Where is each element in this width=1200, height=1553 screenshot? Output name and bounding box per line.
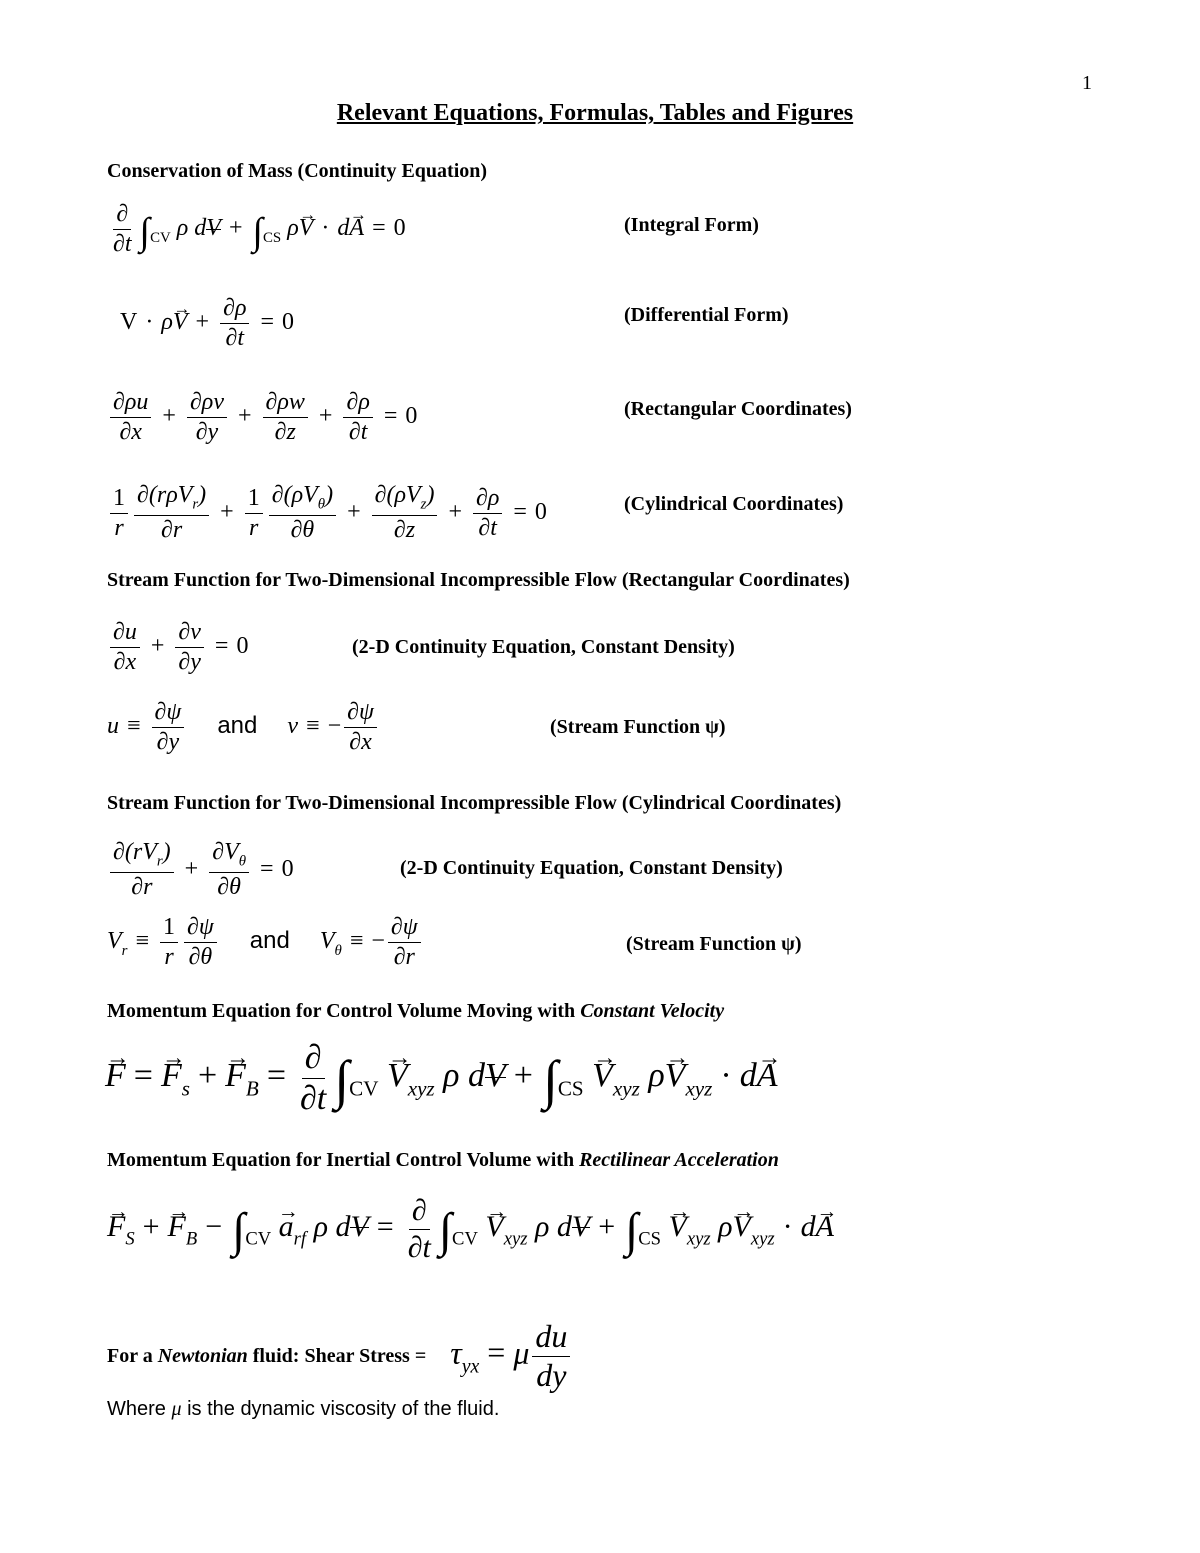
equation-momentum-rectilinear: → $F_S +\to F_B - \int_{CV} \to a_{rf}$ ρ dV = $\frac{\partial}{\partial t}$ $\int_{CV} \to V_{xyz}$ ρ dV + $\int_{CS} \to V_{xyz}$ $\rho\to V_{xyz} \cdot d\to A$ xyxy=(107,1195,834,1263)
equation-stream-function-rectangular: u ≡ $\frac{\partial\psi}{\partial y}$ and v ≡ − $\frac{\partial\psi}{\partial x}$ xyxy=(107,700,380,755)
equation-shear-stress: $\tau_{yx} = \mu$ $\frac{du}{dy}$ xyxy=(450,1320,573,1392)
newtonian-italic: Newtonian xyxy=(157,1344,248,1367)
label-cylindrical-coordinates: (Cylindrical Coordinates) xyxy=(624,493,844,515)
label-rectangular-coordinates: (Rectangular Coordinates) xyxy=(624,398,852,420)
newtonian-suffix: fluid: Shear Stress = xyxy=(252,1344,427,1367)
equation-cylindrical-coordinates: $\frac{1}{r}$ $\frac{\partial(r\rho V_r)}{\partial r}$ + $\frac{1}{r}$ $\frac{\partial(\rho V_\theta)}{\partial\theta}$ + $\frac{\partial(\rho V_z)}{\partial z}$ + $\frac{\partial\rho}{\partial t}$ = 0 xyxy=(107,483,547,543)
label-2d-continuity-rectangular: (2-D Continuity Equation, Constant Density) xyxy=(352,636,735,658)
equation-2d-continuity-rectangular: $\frac{\partial u}{\partial x}$ + $\frac{\partial v}{\partial y}$ = 0 xyxy=(107,620,248,675)
equation-integral-form: $\frac{\partial}{\partial t}$ $\int_{CV}$ ρ dV + $\int_{CS}$ ρ→ V · d→ A = 0 xyxy=(107,202,406,257)
label-stream-function-cylindrical: (Stream Function ψ) xyxy=(626,933,802,955)
heading-momentum-rectilinear xyxy=(107,1149,779,1172)
label-integral-form: (Integral Form) xyxy=(624,214,759,236)
label-differential-form: (Differential Form) xyxy=(624,304,789,326)
newtonian-shear-stress xyxy=(107,1320,573,1392)
equation-differential-form: V · ρ→ V + $\frac{\partial\rho}{\partial t}$ = 0 xyxy=(120,296,294,351)
equation-2d-continuity-cylindrical: $\frac{\partial(rV_r)}{\partial r}$ + $\frac{\partial V_\theta}{\partial\theta}$ = 0 xyxy=(107,840,294,900)
heading-stream-cylindrical: Stream Function for Two-Dimensional Incompressible Flow (Cylindrical Coordinates) xyxy=(107,792,842,814)
equation-stream-function-cylindrical: $V_r$ ≡ $\frac{1}{r}$ $\frac{\partial\psi}{\partial\theta}$ and $V_\theta$ ≡ − $\frac{\partial\psi}{\partial r}$ xyxy=(107,915,424,970)
equation-rectangular-coordinates: $\frac{\partial\rho u}{\partial x}$ + $\frac{\partial\rho v}{\partial y}$ + $\frac{\partial\rho w}{\partial z}$ + $\frac{\partial\rho}{\partial t}$ = 0 xyxy=(107,390,417,445)
equation-momentum-constant-velocity: → $F =\to F_s +\to F_B$ = $\frac{\partial}{\partial t}$ $\int_{CV} \to V_{xyz}$ ρ dV + $\int_{CS} \to V_{xyz}$ $\rho\to V_{xyz} \cdot d\to A$ xyxy=(105,1040,777,1116)
connector-and-rect: and xyxy=(217,712,258,740)
page-number: 1 xyxy=(1082,72,1092,94)
page-title: Relevant Equations, Formulas, Tables and Figures xyxy=(336,100,854,126)
heading-momentum-constant-velocity xyxy=(107,1000,724,1023)
viscosity-note-suffix: is the dynamic viscosity of the fluid. xyxy=(187,1398,500,1420)
heading-momentum-cv-italic: Constant Velocity xyxy=(580,1000,725,1022)
heading-stream-rectangular: Stream Function for Two-Dimensional Incompressible Flow (Rectangular Coordinates) xyxy=(107,569,850,591)
heading-continuity: Conservation of Mass (Continuity Equation) xyxy=(107,160,488,182)
heading-momentum-inertial-italic: Rectilinear Acceleration xyxy=(579,1149,779,1171)
newtonian-prefix: For a xyxy=(107,1344,153,1367)
viscosity-symbol: μ xyxy=(171,1398,182,1420)
viscosity-note xyxy=(107,1398,499,1421)
label-stream-function-rectangular: (Stream Function ψ) xyxy=(550,716,726,738)
label-2d-continuity-cylindrical: (2-D Continuity Equation, Constant Density) xyxy=(400,857,783,879)
connector-and-cyl: and xyxy=(249,927,290,955)
heading-momentum-inertial-prefix: Momentum Equation for Inertial Control Volume with xyxy=(107,1149,575,1171)
viscosity-note-prefix: Where xyxy=(107,1398,166,1420)
heading-momentum-cv-prefix: Momentum Equation for Control Volume Moving with xyxy=(107,1000,576,1022)
